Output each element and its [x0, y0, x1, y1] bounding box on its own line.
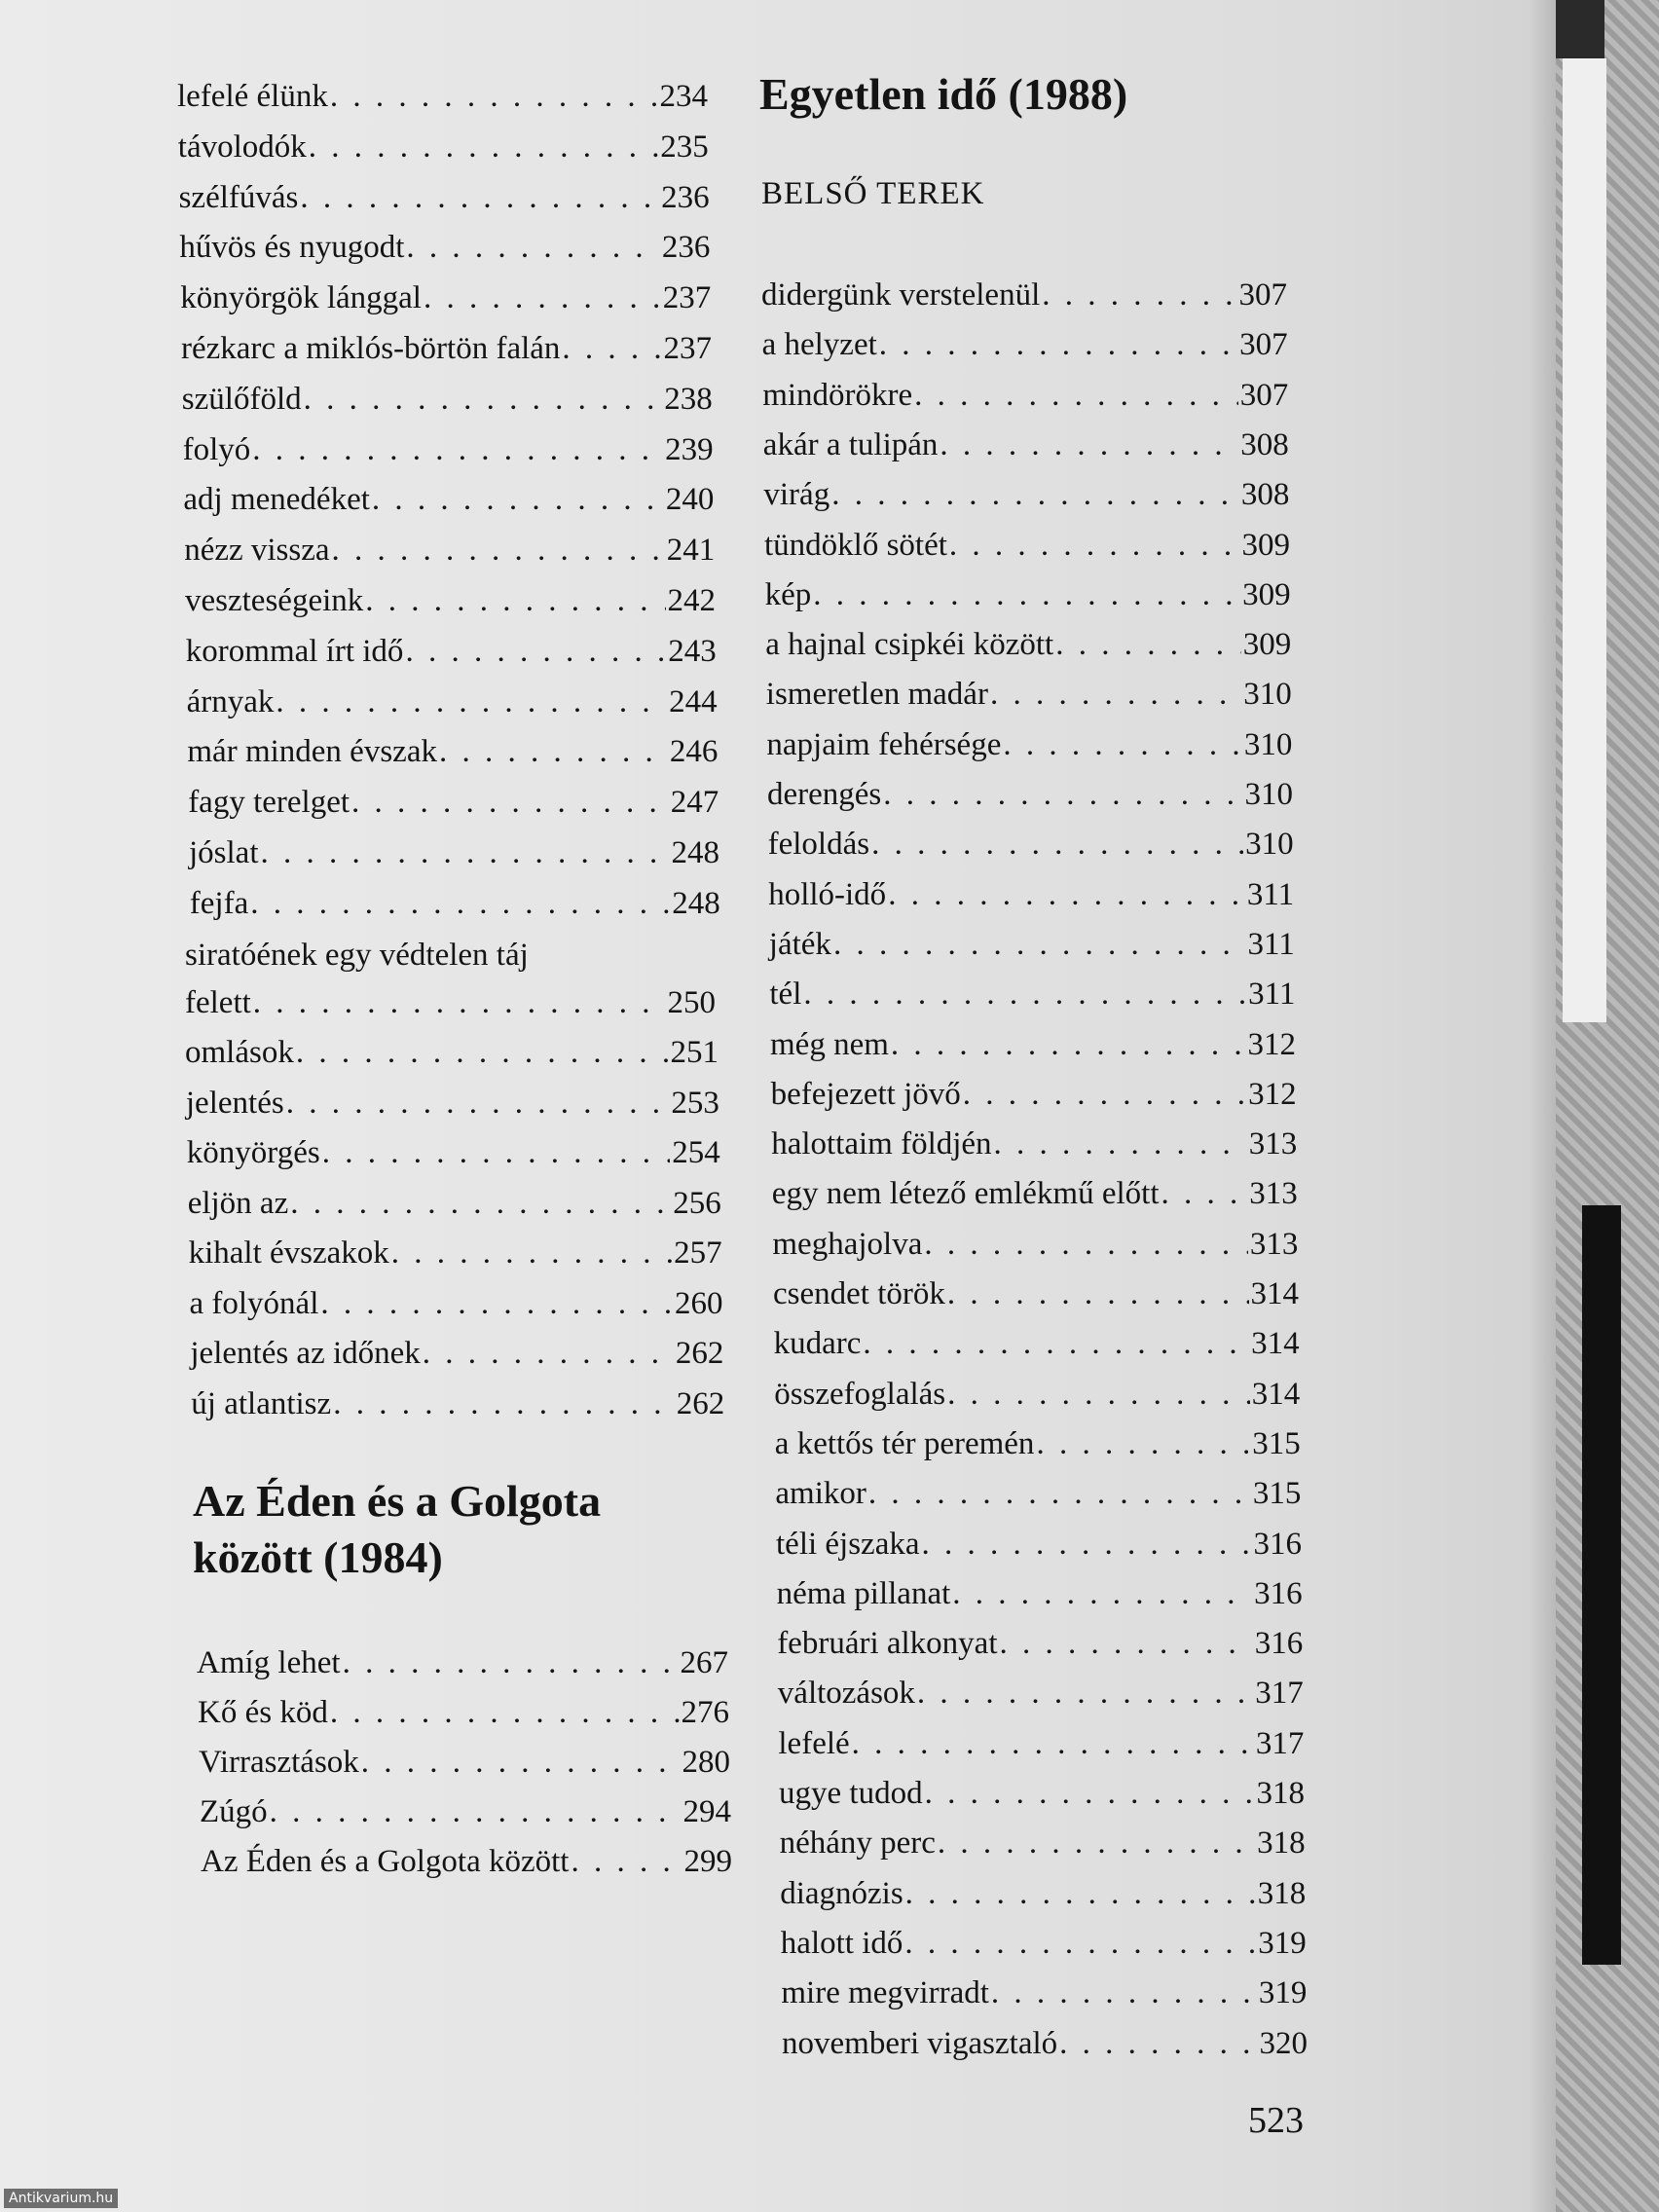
- toc-entry-page: 239: [665, 431, 714, 467]
- toc-entry-title: februári alkonyat: [777, 1626, 998, 1662]
- toc-entry-title: Amíg lehet: [197, 1645, 341, 1680]
- dot-leader: [990, 674, 1241, 715]
- toc-entry-title: árnyak: [186, 683, 275, 719]
- toc-entry-page: 254: [672, 1135, 720, 1170]
- dot-leader: [322, 1132, 671, 1173]
- toc-entry-page: 236: [661, 230, 711, 266]
- toc-entry-page: 307: [1238, 277, 1287, 313]
- toc-entry: [780, 1823, 1306, 1863]
- toc-entry: [762, 324, 1288, 365]
- section-heading-eden-golgota-line1: Az Éden és a Golgota: [193, 1476, 602, 1526]
- toc-entry-page: 307: [1239, 377, 1289, 413]
- toc-entry: [777, 1623, 1303, 1664]
- dot-leader: [250, 883, 670, 924]
- toc-entry-title: kudarc: [773, 1326, 862, 1362]
- toc-entry-title: szélfúvás: [178, 179, 299, 215]
- toc-entry-title: már minden évszak: [187, 734, 437, 770]
- toc-entry-page: 311: [1247, 926, 1295, 962]
- toc-entry: [772, 1224, 1298, 1265]
- dot-leader: [940, 424, 1238, 465]
- toc-entry-title: téli éjszaka: [776, 1526, 920, 1562]
- toc-entry-page: 309: [1241, 527, 1290, 563]
- dot-leader: [290, 1183, 671, 1224]
- toc-entry-title: csendet török: [773, 1276, 945, 1311]
- toc-entry: [765, 574, 1291, 615]
- dot-leader: [304, 379, 663, 420]
- toc-entry-page: 319: [1258, 1975, 1308, 2011]
- toc-entry-title: amikor: [775, 1476, 866, 1512]
- toc-entry: [778, 1723, 1304, 1764]
- dot-leader: [332, 530, 665, 571]
- toc-entry-title: halottaim földjén: [771, 1126, 992, 1162]
- toc-entry: [185, 1032, 719, 1073]
- toc-entry-title: korommal írt idő: [185, 633, 404, 669]
- toc-entry-page: 317: [1255, 1676, 1304, 1712]
- toc-entry-title: felett: [185, 985, 251, 1020]
- dot-leader: [562, 328, 661, 369]
- toc-entry: [188, 1183, 721, 1224]
- toc-entry: [769, 924, 1295, 965]
- dot-leader: [361, 1742, 681, 1783]
- toc-entry-page: 244: [669, 683, 718, 719]
- toc-entry: [186, 631, 717, 672]
- toc-entry-title: egy nem létező emlékmű előtt: [771, 1176, 1160, 1212]
- toc-entry-title: halott idő: [780, 1925, 903, 1961]
- toc-entry-page: 315: [1252, 1476, 1302, 1512]
- toc-entry: [201, 1841, 732, 1882]
- toc-entry-title: feloldás: [767, 827, 870, 863]
- toc-entry-page: 317: [1255, 1725, 1305, 1761]
- dot-leader: [343, 1642, 679, 1683]
- toc-entry-page: 313: [1249, 1226, 1299, 1262]
- toc-entry-page: 250: [667, 985, 716, 1020]
- toc-entry-title: a helyzet: [761, 327, 877, 363]
- toc-entry-page: 299: [683, 1844, 732, 1879]
- toc-entry-title: folyó: [182, 431, 251, 467]
- toc-entry-title: didergünk verstelenül: [761, 277, 1041, 313]
- subsection-heading-belso-terek: BELSŐ TEREK: [761, 176, 985, 211]
- dot-leader: [372, 479, 664, 520]
- toc-entry: [197, 1642, 728, 1683]
- dot-leader: [1059, 2023, 1257, 2064]
- toc-entry-title: eljön az: [187, 1185, 289, 1221]
- toc-entry: [763, 424, 1289, 465]
- dot-leader: [925, 1773, 1255, 1814]
- toc-entry-title: változások: [777, 1676, 915, 1712]
- toc-entry-title: jelentés: [185, 1085, 284, 1121]
- toc-entry-title: jóslat: [189, 835, 259, 870]
- toc-entry-page: 313: [1248, 1126, 1298, 1162]
- toc-entry: [180, 277, 711, 318]
- toc-entry-title: tél: [769, 977, 802, 1013]
- toc-entry-page: 318: [1257, 1875, 1307, 1911]
- toc-entry: [187, 1132, 720, 1173]
- toc-entry-title: könyörgök lánggal: [180, 280, 422, 316]
- toc-entry-page: 237: [663, 331, 712, 366]
- toc-entry: [187, 731, 718, 772]
- toc-entry: [764, 525, 1290, 566]
- toc-entry: [188, 782, 719, 823]
- toc-entry-page: 260: [675, 1285, 723, 1321]
- toc-entry-title: könyörgés: [186, 1135, 320, 1170]
- dot-leader: [330, 76, 658, 117]
- toc-entry: [198, 1692, 729, 1733]
- toc-entry-title: fagy terelget: [188, 785, 350, 821]
- dot-leader: [917, 1673, 1253, 1714]
- toc-entry-page: 262: [676, 1385, 725, 1421]
- toc-entry-title: meghajolva: [772, 1226, 923, 1262]
- toc-entry-page: 247: [670, 785, 719, 821]
- toc-entry-page: 316: [1254, 1575, 1303, 1611]
- toc-entry: [178, 127, 709, 167]
- toc-entry: [781, 1972, 1307, 2013]
- toc-entry: [771, 1124, 1297, 1164]
- toc-entry: [770, 1024, 1296, 1065]
- dot-leader: [803, 974, 1246, 1014]
- toc-entry-page: 253: [671, 1085, 719, 1121]
- dot-leader: [424, 277, 661, 318]
- dot-leader: [1042, 275, 1236, 315]
- dot-leader: [571, 1841, 682, 1882]
- book-cover-edge: [1582, 1205, 1621, 1965]
- dot-leader: [852, 1723, 1254, 1764]
- toc-entry: [190, 1283, 723, 1324]
- toc-entry-title: holló-idő: [768, 876, 887, 912]
- toc-entry-title: derengés: [767, 777, 882, 812]
- dot-leader: [252, 429, 663, 470]
- toc-entry-title: jelentés az időnek: [190, 1336, 421, 1371]
- toc-entry-page: 256: [673, 1185, 721, 1221]
- toc-entry: [187, 682, 718, 722]
- toc-entry-page: 312: [1248, 1076, 1297, 1112]
- toc-entry-title: befejezett jövő: [770, 1076, 961, 1112]
- dot-leader: [883, 774, 1242, 815]
- toc-entry-page: 318: [1256, 1776, 1305, 1811]
- toc-entry-title: diagnózis: [780, 1875, 903, 1911]
- toc-entry-title: Virrasztások: [199, 1745, 359, 1780]
- toc-entry: [768, 824, 1294, 865]
- dot-leader: [833, 924, 1246, 965]
- toc-entry: [766, 724, 1292, 765]
- toc-entry: [782, 2023, 1308, 2064]
- dot-leader: [333, 1383, 675, 1424]
- toc-entry-page: 316: [1253, 1526, 1302, 1562]
- toc-entry: [199, 1742, 730, 1783]
- toc-entry-title: kép: [764, 576, 812, 612]
- toc-entry: [177, 76, 708, 117]
- toc-entry: [762, 375, 1288, 416]
- toc-entry-title: összefoglalás: [774, 1376, 946, 1412]
- toc-entry-title: lefelé élünk: [177, 79, 328, 114]
- toc-entry-title: szülőföld: [181, 381, 302, 417]
- toc-entry: [780, 1873, 1306, 1914]
- toc-entry-page: 262: [675, 1336, 724, 1371]
- dot-leader: [309, 127, 659, 167]
- dot-leader: [879, 324, 1237, 365]
- dot-leader: [994, 1124, 1247, 1164]
- toc-entry-title: siratóének egy védtelen táj: [185, 938, 529, 973]
- toc-entry: [185, 580, 716, 621]
- toc-entry: [765, 624, 1291, 665]
- dot-leader: [863, 1323, 1249, 1364]
- toc-entry-page: 294: [682, 1794, 731, 1829]
- toc-entry-page: 311: [1248, 977, 1296, 1013]
- toc-entry-page: 314: [1251, 1376, 1301, 1412]
- watermark: Antikvarium.hu: [4, 2189, 118, 2208]
- dot-leader: [1000, 1623, 1253, 1664]
- toc-entry: [778, 1673, 1304, 1714]
- toc-entry-page: 240: [665, 482, 715, 518]
- toc-entry-page: 313: [1249, 1176, 1298, 1212]
- toc-entry-page: 235: [660, 129, 709, 165]
- toc-entry-title: veszteségeink: [185, 583, 364, 618]
- dot-leader: [391, 1233, 672, 1273]
- toc-entry: [186, 1083, 719, 1124]
- toc-entry: [779, 1773, 1305, 1814]
- toc-entry-page: 310: [1243, 726, 1293, 762]
- toc-entry: [777, 1573, 1303, 1614]
- dot-leader: [963, 1074, 1246, 1115]
- toc-entry: [776, 1524, 1302, 1565]
- dot-leader: [270, 1791, 682, 1832]
- toc-entry-page: 314: [1250, 1276, 1299, 1311]
- toc-entry: [182, 379, 713, 420]
- toc-entry: [179, 177, 710, 218]
- toc-entry-page: 320: [1259, 2025, 1308, 2061]
- dot-leader: [320, 1283, 673, 1324]
- dot-leader: [351, 782, 669, 823]
- dot-leader: [831, 474, 1239, 515]
- book-binding-dark: [1556, 0, 1604, 58]
- section-heading-eden-golgota-line2: között (1984): [193, 1532, 443, 1582]
- toc-entry-title: a folyónál: [189, 1285, 319, 1321]
- toc-entry-page: 314: [1251, 1326, 1300, 1362]
- toc-entry: [769, 974, 1295, 1014]
- toc-entry-page: 246: [669, 734, 719, 770]
- toc-entry-page: 309: [1242, 576, 1291, 612]
- toc-entry: [767, 774, 1293, 815]
- toc-entry-title: még nem: [770, 1026, 889, 1062]
- dot-leader: [949, 525, 1240, 566]
- toc-entry: [763, 474, 1289, 515]
- toc-entry: [179, 227, 710, 268]
- toc-entry-title: lefelé: [778, 1725, 850, 1761]
- toc-entry: [774, 1323, 1300, 1364]
- toc-entry-page: 312: [1247, 1026, 1296, 1062]
- toc-entry-title: nézz vissza: [184, 533, 330, 569]
- dot-leader: [924, 1224, 1248, 1265]
- toc-entry-title: néma pillanat: [776, 1575, 951, 1611]
- toc-entry: [772, 1173, 1298, 1214]
- toc-entry: [200, 1791, 731, 1832]
- dot-leader: [406, 227, 660, 268]
- toc-entry-page: 280: [682, 1745, 730, 1780]
- dot-leader: [952, 1573, 1252, 1614]
- dot-leader: [813, 574, 1240, 615]
- toc-entry: [184, 530, 715, 571]
- toc-entry: [183, 479, 714, 520]
- toc-entry-title: ugye tudod: [779, 1776, 923, 1811]
- toc-entry-title: fejfa: [189, 885, 249, 921]
- toc-entry-page: 310: [1243, 677, 1292, 713]
- toc-entry-page: 311: [1246, 876, 1295, 912]
- toc-entry-title: távolodók: [177, 129, 307, 165]
- toc-entry-title: kihalt évszakok: [188, 1235, 389, 1271]
- toc-entry: [775, 1473, 1301, 1514]
- dot-leader: [947, 1273, 1249, 1314]
- page-number: 523: [1248, 2100, 1304, 2141]
- dot-leader: [871, 824, 1243, 865]
- toc-entry: [781, 1923, 1307, 1964]
- toc-entry: [183, 429, 714, 470]
- toc-entry: [775, 1423, 1301, 1464]
- toc-entry-page: 248: [671, 835, 719, 870]
- dot-leader: [296, 1032, 669, 1073]
- toc-entry-page: 308: [1240, 426, 1289, 462]
- toc-entry-page: 310: [1245, 827, 1294, 863]
- toc-entry: [761, 275, 1287, 315]
- toc-entry-page: 308: [1240, 477, 1290, 513]
- toc-entry: [189, 1233, 722, 1273]
- dot-leader: [365, 580, 665, 621]
- toc-entry-title: tündöklő sötét: [764, 527, 947, 563]
- toc-entry-page: 315: [1252, 1425, 1301, 1461]
- toc-entry: [185, 982, 716, 1023]
- toc-entry: [181, 328, 712, 369]
- toc-entry-page: 267: [680, 1645, 728, 1680]
- toc-entry: [774, 1374, 1300, 1415]
- toc-entry-title: a kettős tér peremén: [774, 1425, 1035, 1461]
- toc-entry-title: adj menedéket: [183, 482, 370, 518]
- toc-entry: [771, 1074, 1297, 1115]
- toc-entry-title: néhány perc: [779, 1825, 936, 1862]
- toc-entry-page: 316: [1254, 1626, 1304, 1662]
- toc-entry-page: 251: [670, 1035, 719, 1070]
- toc-entry-title: napjaim fehérsége: [766, 726, 1002, 762]
- dot-leader: [938, 1823, 1255, 1863]
- dot-leader: [1055, 624, 1241, 665]
- toc-entry-page: 236: [661, 179, 710, 215]
- toc-entry-title: rézkarc a miklós-börtön falán: [181, 331, 561, 366]
- dot-leader: [888, 874, 1245, 915]
- toc-entry-page: 237: [662, 280, 712, 316]
- toc-entry-title: hűvös és nyugodt: [179, 230, 405, 266]
- toc-entry-title: játék: [768, 926, 831, 962]
- toc-entry-page: 243: [668, 633, 717, 669]
- toc-entry: [766, 674, 1292, 715]
- toc-entry-title: Zúgó: [200, 1794, 268, 1829]
- dot-leader: [253, 982, 666, 1023]
- dot-leader: [423, 1333, 674, 1374]
- dot-leader: [261, 832, 670, 873]
- page-stack-edge: [1563, 58, 1606, 1022]
- dot-leader: [300, 177, 659, 218]
- toc-entry-page: 310: [1244, 777, 1293, 812]
- toc-entry: [189, 832, 719, 873]
- dot-leader: [904, 1923, 1256, 1964]
- dot-leader: [286, 1083, 670, 1124]
- toc-entry-page: 318: [1257, 1825, 1306, 1862]
- dot-leader: [1036, 1423, 1250, 1464]
- toc-entry-title: ismeretlen madár: [765, 677, 988, 713]
- toc-entry-title: Az Éden és a Golgota között: [201, 1844, 570, 1879]
- toc-entry-title: mire megvirradt: [781, 1975, 989, 2011]
- dot-leader: [922, 1524, 1252, 1565]
- toc-entry-page: 242: [667, 583, 716, 618]
- dot-leader: [276, 682, 667, 722]
- toc-entry-title: akár a tulipán: [762, 426, 939, 462]
- dot-leader: [905, 1873, 1256, 1914]
- toc-entry-title: mindörökre: [762, 377, 913, 413]
- toc-entry: [768, 874, 1294, 915]
- dot-leader: [914, 375, 1238, 416]
- toc-entry: [190, 1333, 723, 1374]
- toc-entry-title: novemberi vigasztaló: [782, 2025, 1058, 2061]
- toc-entry-page: 309: [1242, 627, 1292, 663]
- toc-entry-title: Kő és köd: [198, 1695, 328, 1730]
- toc-entry-page: 276: [681, 1695, 729, 1730]
- toc-entry-page: 319: [1258, 1925, 1307, 1961]
- dot-leader: [891, 1024, 1246, 1065]
- toc-entry-page: 238: [664, 381, 713, 417]
- toc-entry-title: virág: [763, 477, 830, 513]
- toc-entry-title: a hajnal csipkéi között: [765, 627, 1054, 663]
- dot-leader: [405, 631, 666, 672]
- dot-leader: [1161, 1173, 1248, 1214]
- dot-leader: [868, 1473, 1251, 1514]
- toc-entry-page: 234: [659, 79, 708, 114]
- toc-entry: [190, 883, 720, 924]
- dot-leader: [991, 1972, 1257, 2013]
- toc-entry-title: új atlantisz: [191, 1385, 332, 1421]
- dot-leader: [1003, 724, 1242, 765]
- section-heading-egyetlen-ido: Egyetlen idő (1988): [759, 69, 1128, 119]
- dot-leader: [947, 1374, 1250, 1415]
- toc-entry-page: 248: [672, 885, 720, 921]
- toc-entry-page: 257: [674, 1235, 722, 1271]
- toc-entry: [191, 1383, 724, 1424]
- dot-leader: [330, 1692, 680, 1733]
- toc-entry-title: omlások: [185, 1035, 294, 1070]
- toc-entry-page: 241: [666, 533, 716, 569]
- toc-entry-page: 307: [1239, 327, 1288, 363]
- toc-entry: [773, 1273, 1299, 1314]
- dot-leader: [439, 731, 668, 772]
